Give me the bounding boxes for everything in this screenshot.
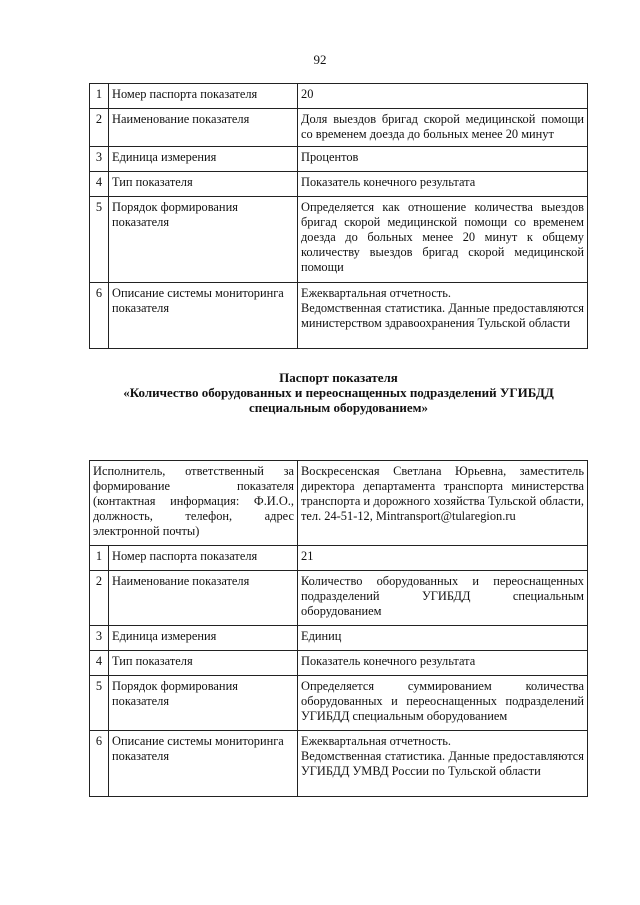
indicator-passport-table-21 xyxy=(89,460,588,797)
table-row xyxy=(90,283,588,349)
table-row xyxy=(90,651,588,676)
executor-label: Исполнитель, ответственный за формирование показателя (контактная информация: Ф.И.О., должность, телефон, адрес электронной почты) xyxy=(90,461,298,546)
row-value: Определяется суммированием количества оборудованных и переоснащенных подразделений УГИБДД специальным оборудованием xyxy=(298,676,588,731)
value-line: Ведомственная статистика. Данные предоставляются УГИБДД УМВД России по Тульской области xyxy=(301,749,584,778)
row-number: 4 xyxy=(90,172,109,197)
row-label: Единица измерения xyxy=(109,626,298,651)
row-label: Описание системы мониторинга показателя xyxy=(109,283,298,349)
passport-heading xyxy=(89,370,588,415)
heading-title: Паспорт показателя xyxy=(279,370,398,385)
table-row xyxy=(90,676,588,731)
row-value: Показатель конечного результата xyxy=(298,651,588,676)
row-value: Определяется как отношение количества выездов бригад скорой медицинской помощи со временем доезда до больных менее 20 минут к общему количеству выездов бригад скорой медицинской помощи xyxy=(298,197,588,283)
table-row xyxy=(90,109,588,147)
value-line: Ежеквартальная отчетность. xyxy=(301,734,452,748)
row-value: 21 xyxy=(298,546,588,571)
row-number: 2 xyxy=(90,571,109,626)
row-label: Порядок формирования показателя xyxy=(109,676,298,731)
row-number: 1 xyxy=(90,84,109,109)
table-row xyxy=(90,571,588,626)
row-label: Тип показателя xyxy=(109,651,298,676)
row-label: Наименование показателя xyxy=(109,109,298,147)
row-value: Доля выездов бригад скорой медицинской помощи со временем доезда до больных менее 20 минут xyxy=(298,109,588,147)
heading-subtitle-line: «Количество оборудованных и переоснащенных подразделений УГИБДД xyxy=(123,385,554,400)
table-row xyxy=(90,197,588,283)
heading-subtitle-line: специальным оборудованием» xyxy=(249,400,428,415)
page-number: 92 xyxy=(313,52,327,67)
table-row xyxy=(90,84,588,109)
row-number: 3 xyxy=(90,626,109,651)
row-number: 6 xyxy=(90,731,109,797)
row-value: Количество оборудованных и переоснащенных подразделений УГИБДД специальным оборудованием xyxy=(298,571,588,626)
row-value xyxy=(298,283,588,349)
row-number: 1 xyxy=(90,546,109,571)
row-number: 4 xyxy=(90,651,109,676)
row-label: Номер паспорта показателя xyxy=(109,546,298,571)
row-label: Описание системы мониторинга показателя xyxy=(109,731,298,797)
row-number: 2 xyxy=(90,109,109,147)
row-value: Процентов xyxy=(298,147,588,172)
row-label: Наименование показателя xyxy=(109,571,298,626)
table-row xyxy=(90,626,588,651)
indicator-passport-table-20 xyxy=(89,83,588,349)
executor-value: Воскресенская Светлана Юрьевна, заместитель директора департамента транспорта министерства транспорта и дорожного хозяйства Тульской области, тел. 24-51-12, Mintransport@tularegion.ru xyxy=(298,461,588,546)
row-value: Единиц xyxy=(298,626,588,651)
table-row xyxy=(90,147,588,172)
value-line: Ведомственная статистика. Данные предоставляются министерством здравоохранения Тульской области xyxy=(301,301,584,330)
row-label: Единица измерения xyxy=(109,147,298,172)
value-line: Ежеквартальная отчетность. xyxy=(301,286,452,300)
row-label: Номер паспорта показателя xyxy=(109,84,298,109)
row-value: Показатель конечного результата xyxy=(298,172,588,197)
executor-row xyxy=(90,461,588,546)
row-label: Порядок формирования показателя xyxy=(109,197,298,283)
row-value xyxy=(298,731,588,797)
table-row xyxy=(90,731,588,797)
row-number: 3 xyxy=(90,147,109,172)
table-row xyxy=(90,172,588,197)
row-number: 5 xyxy=(90,676,109,731)
row-label: Тип показателя xyxy=(109,172,298,197)
table-row xyxy=(90,546,588,571)
row-number: 6 xyxy=(90,283,109,349)
row-value: 20 xyxy=(298,84,588,109)
row-number: 5 xyxy=(90,197,109,283)
